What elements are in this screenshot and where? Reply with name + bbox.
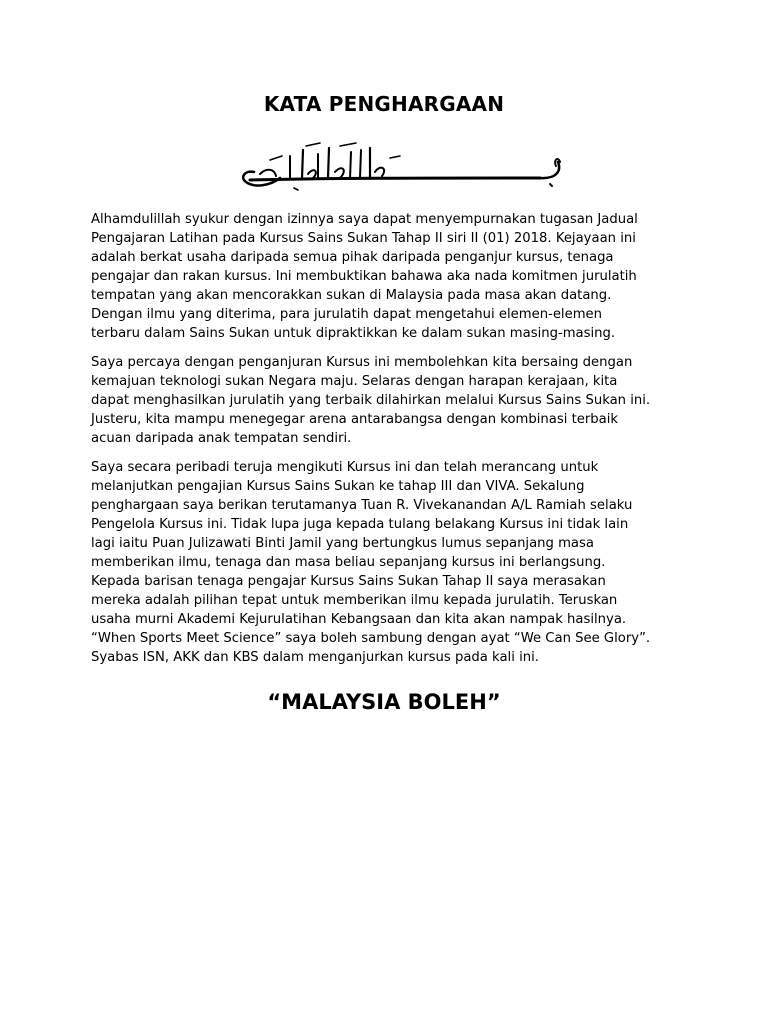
paragraph-1: Alhamdulillah syukur dengan izinnya saya dapat menyempurnakan tugasan Jadual Pengajaran Latihan pada Kursus Sains Sukan Tahap II siri II (01) 2018. Kejayaan ini adalah berkat usaha daripada semua pihak daripada penganjur kursus, tenaga pengajar dan rakan kursus. Ini membuktikan bahawa aka nada komitmen jurulatih tempatan yang akan mencorakkan sukan di Malaysia pada masa akan datang. Dengan ilmu yang diterima, para jurulatih dapat mengetahui elemen-elemen terbaru dalam Sains Sukan untuk dipraktikkan ke dalam sukan masing-masing. xyxy=(91,212,638,341)
closing-slogan: “MALAYSIA BOLEH” xyxy=(267,690,501,714)
basmalah-calligraphy-icon xyxy=(210,138,570,196)
paragraph-2: Saya percaya dengan penganjuran Kursus ini membolehkan kita bersaing dengan kemajuan teknologi sukan Negara maju. Selaras dengan harapan kerajaan, kita dapat menghasilkan jurulatih yang terbaik dilahirkan melalui Kursus Sains Sukan ini. Justeru, kita mampu menegegar arena antarabangsa dengan kombinasi terbaik acuan daripada anak tempatan sendiri. xyxy=(91,355,651,446)
body-text xyxy=(91,210,687,677)
paragraph-3: Saya secara peribadi teruja mengikuti Kursus ini dan telah merancang untuk melanjutkan pengajian Kursus Sains Sukan ke tahap III dan VIVA. Sekalung penghargaan saya berikan terutamanya Tuan R. Vivekanandan A/L Ramiah selaku Pengelola Kursus ini. Tidak lupa juga kepada tulang belakang Kursus ini tidak lain lagi iaitu Puan Julizawati Binti Jamil yang bertungkus lumus sepanjang masa memberikan ilmu, tenaga dan masa beliau sepanjang kursus ini berlangsung. Kepada barisan tenaga pengajar Kursus Sains Sukan Tahap II saya merasakan mereka adalah pilihan tepat untuk memberikan ilmu kepada jurulatih. Teruskan usaha murni Akademi Kejurulatihan Kebangsaan dan kita akan nampak hasilnya. “When Sports Meet Science” saya boleh sambung dengan ayat “We Can See Glory”. Syabas ISN, AKK dan KBS dalam menganjurkan kursus pada kali ini. xyxy=(91,460,651,665)
page-title: KATA PENGHARGAAN xyxy=(263,92,505,116)
